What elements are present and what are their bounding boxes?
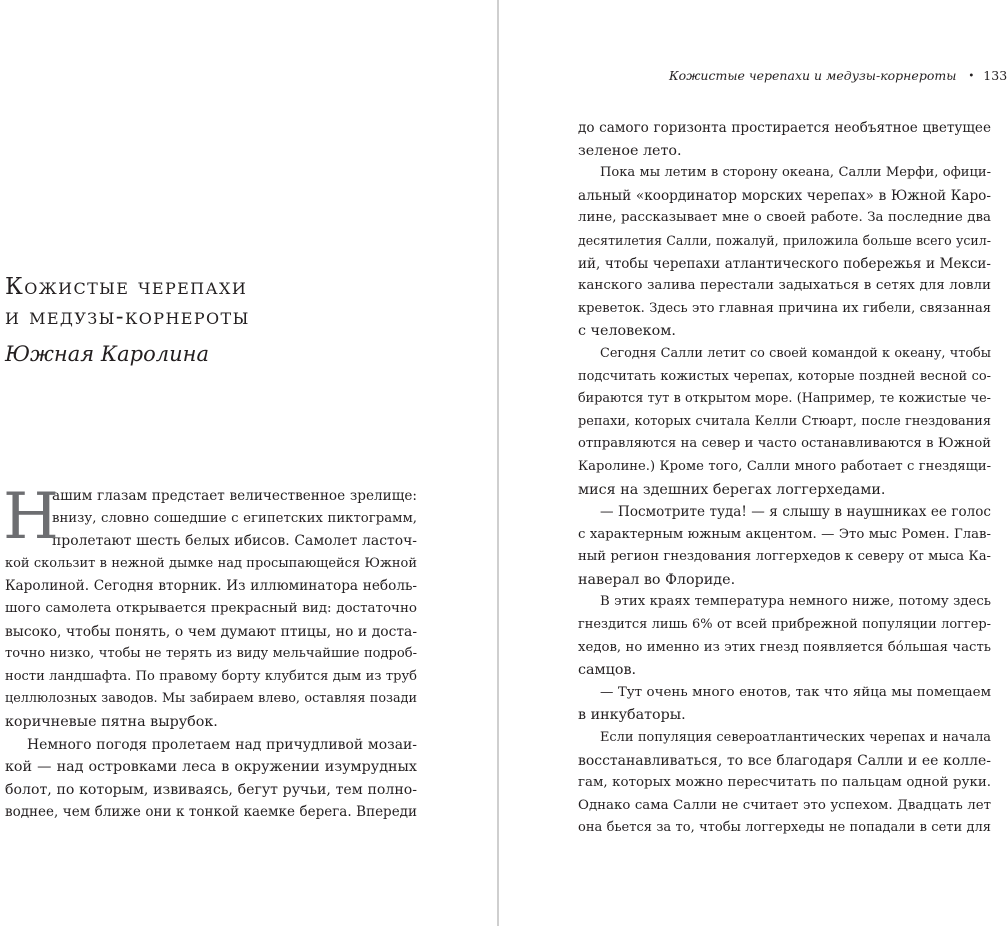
- paragraph: [578, 162, 991, 343]
- left-body-text: [3, 480, 417, 824]
- paragraph: [578, 343, 991, 501]
- running-head-title: Кожистые черепахи и медузы-корнероты: [669, 68, 957, 83]
- text-line: десятилетия Салли, пожалуй, приложила больше всего усил-: [578, 232, 991, 248]
- text-line: креветок. Здесь это главная причина их гибели, связанная: [578, 300, 991, 316]
- text-line: восстанавливаться, то все благодаря Салли и ее колле-: [578, 752, 991, 769]
- text-line: Однако сама Салли не считает это успехом. Двадцать лет: [578, 797, 991, 813]
- chapter-title-line-2: и медузы-корнероты: [5, 304, 250, 330]
- text-line: мися на здешних берегах логгерхедами.: [578, 481, 886, 498]
- text-line: наверал во Флориде.: [578, 571, 736, 588]
- drop-cap: Н: [3, 480, 59, 554]
- text-line: целлюлозных заводов. Мы забираем влево, оставляя позади: [5, 691, 417, 707]
- text-line: Каролиной. Сегодня вторник. Из иллюминатора неболь-: [5, 578, 417, 595]
- paragraph: [5, 734, 417, 824]
- bullet-separator-icon: •: [968, 71, 975, 82]
- text-line: до самого горизонта простирается необъятное цветущее: [578, 120, 991, 136]
- text-line: альный «координатор морских черепах» в Южной Каро-: [578, 187, 991, 204]
- text-line: — Посмотрите туда! — я слышу в наушниках ее голос: [600, 504, 991, 521]
- text-line: высоко, чтобы понять, о чем думают птицы, но и доста-: [5, 623, 417, 640]
- text-line: ий, чтобы черепахи атлантического побережья и Мекси-: [578, 255, 991, 272]
- text-line: ный регион гнездования логгерхедов к северу от мыса Ка-: [578, 549, 991, 565]
- text-line: точно низко, чтобы не терять из виду мельчайшие подроб-: [5, 646, 417, 662]
- text-line: — Тут очень много енотов, так что яйца мы помещаем: [600, 684, 991, 700]
- text-line: лине, рассказывает мне о своей работе. За последние два: [578, 210, 991, 226]
- text-line: с человеком.: [578, 323, 676, 340]
- text-line: в инкубаторы.: [578, 707, 686, 724]
- text-line: она бьется за то, чтобы логгерхеды не попадали в сети для: [578, 820, 991, 836]
- paragraph: [578, 501, 991, 591]
- text-line: с характерным южным акцентом. — Это мыс Ромен. Глав-: [578, 526, 991, 542]
- paragraph: [578, 727, 991, 840]
- text-line: кой — над островками леса в окружении изумрудных: [5, 759, 417, 776]
- text-line: подсчитать кожистых черепах, которые поздней весной со-: [578, 368, 991, 384]
- opening-paragraph: [3, 480, 417, 734]
- running-head: [669, 68, 1007, 83]
- text-line: бираются тут в открытом море. (Например, те кожистые че-: [578, 391, 991, 407]
- text-line: Сегодня Салли летит со своей командой к океану, чтобы: [600, 345, 991, 361]
- text-line: гнездится лишь 6% от всей прибрежной популяции логгер-: [578, 617, 991, 633]
- text-line: репахи, которых считала Келли Стюарт, после гнездования: [578, 413, 991, 429]
- text-line: отправляются на север и часто останавливаются в Южной: [578, 436, 991, 452]
- text-line: воднее, чем ближе они к тонкой каемке берега. Впереди: [5, 804, 417, 821]
- text-line: самцов.: [578, 662, 637, 679]
- chapter-title-line-1: Кожистые черепахи: [5, 274, 248, 300]
- right-page: [499, 0, 1007, 926]
- paragraph: [578, 682, 991, 727]
- text-line: Пока мы летим в сторону океана, Салли Мерфи, офици-: [600, 165, 991, 181]
- left-page: [0, 0, 497, 926]
- text-line: Каролине.) Кроме того, Салли много работает с гнездящи-: [578, 458, 991, 474]
- text-line: ности ландшафта. По правому борту клубится дым из труб: [5, 668, 417, 684]
- chapter-title: [5, 272, 475, 332]
- text-line: гам, которых можно пересчитать по пальцам одной руки.: [578, 775, 991, 791]
- page-number: 133: [983, 68, 1007, 83]
- text-line: ашим глазам предстает величественное зрелище:: [52, 488, 417, 504]
- text-line: В этих краях температура немного ниже, потому здесь: [600, 594, 991, 610]
- text-line: пролетают шесть белых ибисов. Самолет ласточ-: [52, 533, 417, 550]
- text-line: кой скользит в нежной дымке над просыпающейся Южной: [5, 555, 417, 571]
- text-line: болот, по которым, извиваясь, бегут ручьи, тем полно-: [5, 781, 417, 798]
- paragraph: [578, 591, 991, 681]
- text-line: Немного погодя пролетаем над причудливой мозаи-: [27, 736, 417, 753]
- text-line: шого самолета открывается прекрасный вид: достаточно: [5, 600, 417, 616]
- text-line: хедов, но именно из этих гнезд появляется бóльшая часть: [578, 639, 991, 655]
- text-line: канского залива перестали задыхаться в сетях для ловли: [578, 278, 991, 294]
- chapter-subtitle: Южная Каролина: [5, 342, 209, 366]
- right-body-text: [578, 117, 991, 840]
- text-line: коричневые пятна вырубок.: [5, 713, 218, 730]
- text-line: внизу, словно сошедшие с египетских пиктограмм,: [52, 510, 417, 526]
- paragraph: [578, 117, 991, 162]
- text-line: Если популяция североатлантических черепах и начала: [600, 730, 991, 746]
- text-line: зеленое лето.: [578, 142, 682, 159]
